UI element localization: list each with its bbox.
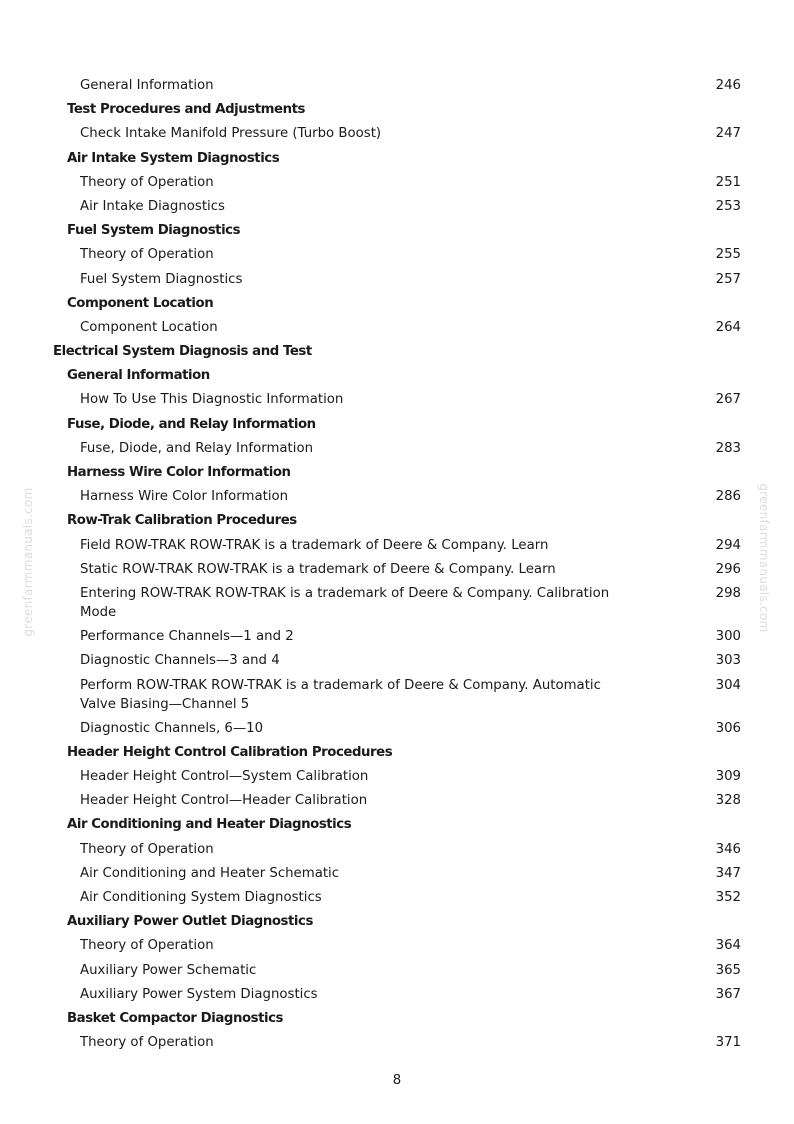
toc-section-heading	[0, 366, 794, 385]
toc-entry[interactable]	[0, 390, 794, 409]
toc-entry[interactable]	[0, 791, 794, 810]
toc-section-heading	[0, 743, 794, 762]
toc-entry-title: Harness Wire Color Information	[67, 465, 291, 480]
toc-entry-title: Fuse, Diode, and Relay Information	[67, 416, 316, 432]
toc-entry-page-number: 298	[715, 585, 741, 601]
toc-entry-title: Component Location	[80, 319, 218, 335]
toc-entry[interactable]	[0, 270, 794, 289]
toc-entry-page-number: 253	[715, 198, 741, 214]
toc-entry-title: Auxiliary Power System Diagnostics	[80, 986, 318, 1002]
toc-entry-title: Fuse, Diode, and Relay Information	[80, 440, 314, 456]
page-number: 8	[392, 1073, 402, 1088]
toc-entry[interactable]	[0, 767, 794, 786]
toc-entry[interactable]	[0, 888, 794, 907]
toc-entry-page-number: 247	[715, 126, 741, 142]
toc-entry-title: Theory of Operation	[80, 841, 214, 857]
toc-entry-page-number: 304	[715, 677, 741, 693]
toc-entry-title: Auxiliary Power Outlet Diagnostics	[67, 914, 313, 930]
toc-entry-page-number: 365	[715, 962, 741, 978]
toc-entry-title: Entering ROW-TRAK ROW-TRAK is a trademark of Deere & Company. Calibration Mode	[80, 585, 610, 620]
toc-entry-title: Header Height Control—Header Calibration	[80, 793, 368, 809]
toc-section-heading	[0, 1009, 794, 1028]
toc-entry-page-number: 246	[715, 78, 741, 93]
toc-entry-title: Theory of Operation	[80, 938, 214, 954]
toc-entry-page-number: 294	[715, 537, 741, 553]
toc-entry-title: Theory of Operation	[80, 1035, 214, 1051]
toc-section-heading	[0, 912, 794, 931]
toc-entry[interactable]	[0, 961, 794, 980]
toc-entry-title: Fuel System Diagnostics	[80, 271, 243, 287]
toc-entry-page-number: 300	[715, 629, 741, 645]
toc-entry-page-number: 296	[715, 561, 741, 577]
toc-section-heading	[0, 100, 794, 119]
toc-entry-title: General Information	[80, 78, 214, 93]
watermark-right: greenfarmmanuals.com	[757, 483, 771, 633]
toc-entry[interactable]	[0, 651, 794, 670]
toc-entry-title: Perform ROW-TRAK ROW-TRAK is a trademark of Deere & Company. Automatic Valve Biasing—Channel 5	[80, 677, 601, 712]
toc-entry-page-number: 255	[715, 247, 741, 263]
toc-entry[interactable]	[0, 76, 794, 95]
toc-entry[interactable]	[0, 719, 794, 738]
toc-entry[interactable]	[0, 173, 794, 192]
toc-entry[interactable]	[0, 1033, 794, 1052]
toc-entry-title: How To Use This Diagnostic Information	[80, 392, 344, 408]
toc-entry-title: Auxiliary Power Schematic	[80, 962, 257, 978]
toc-entry-title: Air Intake System Diagnostics	[67, 150, 280, 166]
toc-entry-page-number: 306	[715, 720, 741, 736]
toc-entry-page-number: 352	[715, 890, 741, 905]
toc-entry-title: Theory of Operation	[80, 174, 214, 190]
toc-entry[interactable]	[0, 245, 794, 264]
toc-section-heading	[0, 463, 794, 482]
toc-entry-title: Diagnostic Channels—3 and 4	[80, 653, 280, 669]
toc-entry-title: Header Height Control Calibration Procedures	[67, 744, 393, 760]
watermark-left: greenfarmmanuals.com	[21, 487, 35, 637]
toc-entry[interactable]	[0, 487, 794, 506]
toc-entry-title: Check Intake Manifold Pressure (Turbo Boost)	[80, 126, 382, 142]
toc-entry-title: Test Procedures and Adjustments	[67, 102, 306, 118]
toc-entry-title: Electrical System Diagnosis and Test	[53, 344, 312, 360]
toc-section-heading	[0, 815, 794, 834]
toc-entry-page-number: 286	[715, 489, 741, 505]
toc-entry-title: Harness Wire Color Information	[80, 489, 289, 505]
toc-entry-title: Diagnostic Channels, 6—10	[80, 720, 264, 736]
toc-entry-page-number: 309	[715, 769, 741, 785]
toc-section-heading	[0, 342, 794, 361]
toc-entry[interactable]	[0, 124, 794, 143]
toc-entry-page-number: 367	[715, 986, 741, 1002]
toc-entry[interactable]	[0, 318, 794, 337]
toc-entry[interactable]	[0, 627, 794, 646]
toc-entry-page-number: 303	[715, 653, 741, 669]
toc-entry-page-number: 251	[715, 174, 741, 190]
toc-entry-title: Air Conditioning System Diagnostics	[80, 890, 322, 905]
toc-entry[interactable]	[0, 197, 794, 216]
toc-entry-page-number: 364	[715, 938, 741, 954]
toc-section-heading	[0, 415, 794, 434]
toc-entry[interactable]	[0, 985, 794, 1004]
toc-entry-page-number: 328	[715, 793, 741, 809]
toc-entry-page-number: 267	[715, 392, 741, 408]
toc-entry-title: Theory of Operation	[80, 247, 214, 263]
toc-section-heading	[0, 511, 794, 530]
toc-entry-title: Component Location	[67, 295, 214, 311]
toc-entry[interactable]	[0, 536, 794, 555]
toc-entry-title: Row-Trak Calibration Procedures	[67, 513, 297, 529]
toc-entry-title: Air Conditioning and Heater Schematic	[80, 865, 340, 881]
toc-entry[interactable]	[0, 439, 794, 458]
toc-entry-page-number: 347	[715, 865, 741, 881]
toc-entry-page-number: 346	[715, 841, 741, 857]
toc-entry[interactable]	[0, 840, 794, 859]
toc-entry[interactable]	[0, 584, 794, 622]
toc-section-heading	[0, 149, 794, 168]
toc-entry-title: Performance Channels—1 and 2	[80, 629, 294, 645]
toc-entry-title: Fuel System Diagnostics	[67, 223, 241, 239]
toc-entry-title: Air Conditioning and Heater Diagnostics	[67, 817, 352, 833]
toc-entry-title: General Information	[67, 368, 210, 384]
toc-entry-title: Header Height Control—System Calibration	[80, 769, 369, 785]
toc-entry-title: Static ROW-TRAK ROW-TRAK is a trademark of Deere & Company. Learn	[80, 561, 556, 577]
toc-entry[interactable]	[0, 864, 794, 883]
table-of-contents	[0, 76, 794, 1057]
toc-entry-page-number: 257	[715, 271, 741, 287]
toc-entry-page-number: 371	[715, 1035, 741, 1051]
toc-entry[interactable]	[0, 676, 794, 714]
toc-section-heading	[0, 294, 794, 313]
toc-section-heading	[0, 221, 794, 240]
toc-entry-title: Air Intake Diagnostics	[80, 198, 225, 214]
toc-entry-title: Basket Compactor Diagnostics	[67, 1010, 284, 1026]
toc-entry[interactable]	[0, 936, 794, 955]
toc-entry-title: Field ROW-TRAK ROW-TRAK is a trademark of Deere & Company. Learn	[80, 537, 549, 553]
toc-entry[interactable]	[0, 560, 794, 579]
toc-entry-page-number: 264	[715, 319, 741, 335]
toc-entry-page-number: 283	[715, 440, 741, 456]
